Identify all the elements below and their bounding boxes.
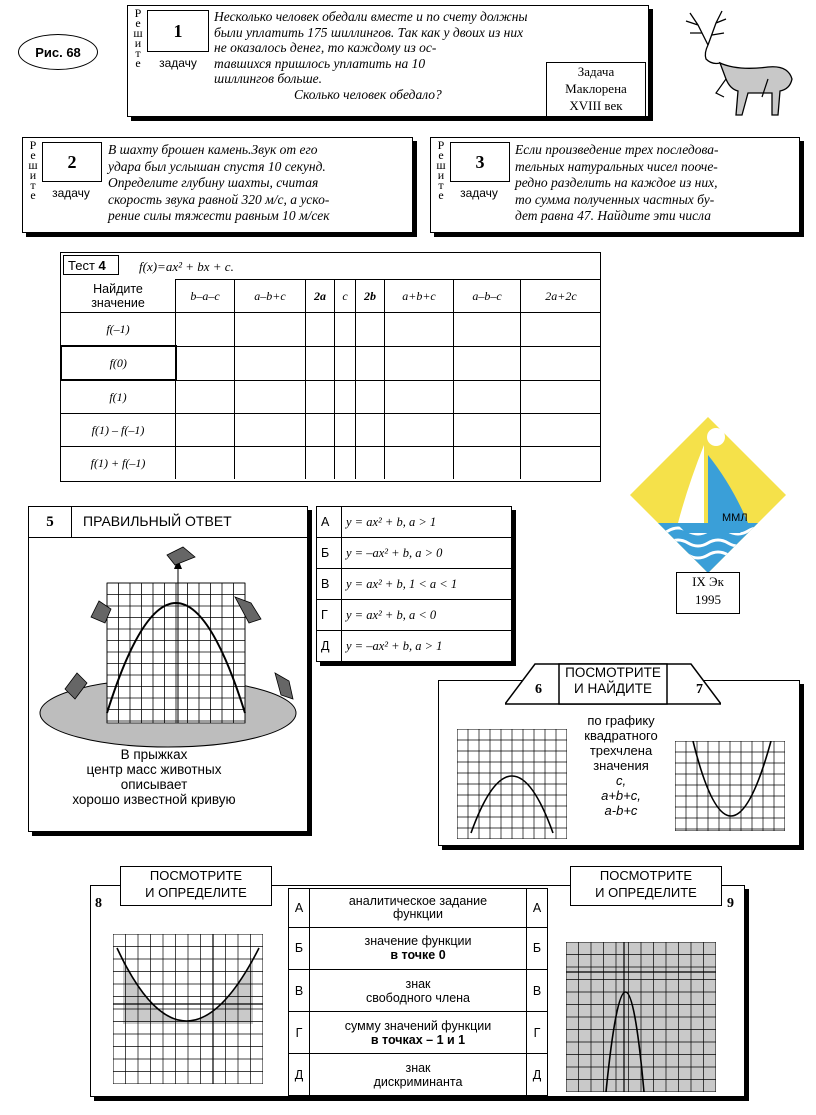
problem-2-card xyxy=(22,137,413,233)
task-6-7-title: ПОСМОТРИТЕ И НАЙДИТЕ xyxy=(565,665,661,696)
task-6-7-text: по графику квадратного трехчлена значения c, a+b+c, a-b+c xyxy=(584,713,658,818)
problem-1-source: Задача Маклорена XVIII век xyxy=(546,62,646,119)
table-row: f(1) xyxy=(61,380,601,414)
task-word: задачу xyxy=(159,56,197,70)
problem-3-card xyxy=(430,137,800,233)
problem-3-text: Если произведение трех последова- тельных натуральных чисел пооче- редно разделить на каждое из них, то сумма полученных частных бу- дет равна 47. Найдите эти числа xyxy=(515,142,719,223)
problem-2-text: В шахту брошен камень.Звук от его удара был услышан спустя 10 секунд. Определите глубину шахты, считая скорость звука равной 320 м/с, а уско- рение силы тяжести равным 10 м/сек xyxy=(108,142,330,223)
task-5-title: ПРАВИЛЬНЫЙ ОТВЕТ xyxy=(83,513,232,529)
table-header-row: Найдите значение b–a–c a–b+c 2a c 2b a+b+c a–b–c 2a+2c xyxy=(61,280,601,313)
task-word: задачу xyxy=(460,186,498,200)
column-header: 2a xyxy=(306,280,335,313)
problem-1-number: 1 xyxy=(147,10,209,52)
task-5-caption: В прыжках центр масс животных описывает хорошо известной кривую xyxy=(72,747,236,807)
column-header: a–b+c xyxy=(235,280,306,313)
task-7-number: 7 xyxy=(696,682,703,697)
problem-3-number: 3 xyxy=(450,142,510,182)
option-row[interactable]: Г сумму значений функции в точках – 1 и 1 Г xyxy=(289,1012,547,1054)
column-header: a–b–c xyxy=(454,280,521,313)
test-4-label: Тест 4 xyxy=(63,255,119,275)
problem-1-text: Несколько человек обедали вместе и по счету должны были уплатить 175 шиллингов. Так как у двоих из них не оказалось денег, то каждому из ос- тавшихся пришлось уплатить на 10 шиллингов больше. Сколько человек обедало? xyxy=(214,9,528,102)
answer-option[interactable]: Д y = –ax² + b, a > 1 xyxy=(317,631,511,662)
figure-label xyxy=(18,34,98,70)
answer-option[interactable]: Б y = –ax² + b, a > 0 xyxy=(317,538,511,569)
problem-2-number: 2 xyxy=(42,142,102,182)
task-5-answers xyxy=(316,506,512,662)
test-4-formula: f(x)=ax² + bx + c. xyxy=(139,259,234,274)
figure-label-text: Рис. 68 xyxy=(35,44,81,60)
test-4-card xyxy=(60,252,601,482)
option-row[interactable]: В знак свободного члена В xyxy=(289,970,547,1012)
mml-logo xyxy=(628,415,788,575)
task-9-title: ПОСМОТРИТЕ И ОПРЕДЕЛИТЕ xyxy=(570,866,722,906)
table-row: f(–1) xyxy=(61,313,601,347)
column-header: c xyxy=(335,280,356,313)
task-9-graph xyxy=(566,942,716,1092)
task-8-number: 8 xyxy=(95,896,102,911)
column-header: b–a–c xyxy=(176,280,235,313)
task-6-number: 6 xyxy=(535,682,542,697)
solve-vertical-label: Р е ш и т е xyxy=(436,138,446,202)
answer-option[interactable]: Г y = ax² + b, a < 0 xyxy=(317,600,511,631)
logo-text: ММЛ xyxy=(722,512,748,524)
column-header: 2a+2c xyxy=(521,280,602,313)
answer-option[interactable]: А y = ax² + b, a > 1 xyxy=(317,507,511,538)
table-row: f(1) + f(–1) xyxy=(61,447,601,480)
problem-1-card xyxy=(127,5,649,117)
answer-option[interactable]: В y = ax² + b, 1 < a < 1 xyxy=(317,569,511,600)
option-row[interactable]: Д знак дискриминанта Д xyxy=(289,1054,547,1095)
task-5-card xyxy=(28,506,308,832)
parabola-jump-illustration xyxy=(35,543,301,753)
task-8-graph xyxy=(113,934,263,1084)
test-4-table xyxy=(60,279,601,479)
option-row[interactable]: Б значение функции в точке 0 Б xyxy=(289,927,547,969)
logo-caption: IX Эк 1995 xyxy=(676,572,740,614)
solve-vertical-label: Р е ш и т е xyxy=(28,138,38,202)
task-word: задачу xyxy=(52,186,90,200)
table-row: f(0) xyxy=(61,346,601,380)
column-header: a+b+c xyxy=(385,280,454,313)
task-6-graph xyxy=(457,729,567,839)
deer-illustration xyxy=(668,5,803,130)
column-header: 2b xyxy=(356,280,385,313)
task-8-9-options xyxy=(288,888,548,1096)
table-row: f(1) – f(–1) xyxy=(61,414,601,447)
task-8-title: ПОСМОТРИТЕ И ОПРЕДЕЛИТЕ xyxy=(120,866,272,906)
solve-vertical-label: Р е ш и т е xyxy=(133,6,143,70)
option-row[interactable]: А аналитическое задание функции А xyxy=(289,889,547,927)
task-5-number: 5 xyxy=(29,507,72,538)
task-7-graph xyxy=(675,741,785,831)
task-9-number: 9 xyxy=(727,896,734,911)
